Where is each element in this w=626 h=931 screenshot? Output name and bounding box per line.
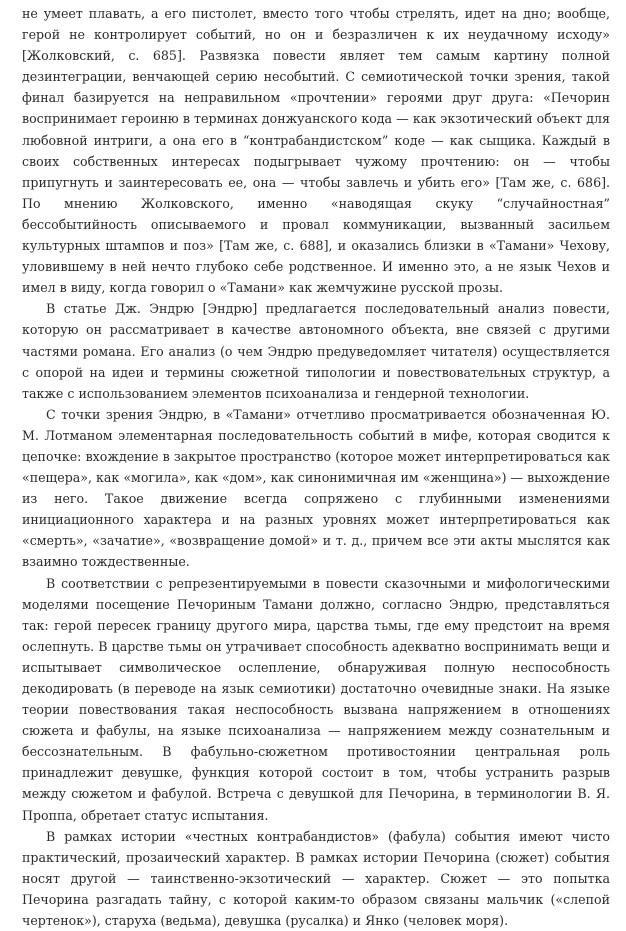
paragraph-lotman-sequence: С точки зрения Эндрю, в «Тамани» отчетливо просматривается обозначенная Ю. М. Лотманом элементарная последовательность событий в мифе, которая сводится к цепочке: вхождение в закрытое пространство (которое может интерпретироваться как «пещера», как «могила», как «дом», как синонимичная им «женщина») — выхождение из него. Такое движение всегда сопряжено с глубинными изменениями инициационного характера и на разных уровнях может интерпретироваться как «смерть», «зачатие», «возвращение домой» и т. д., причем все эти акты мыслятся как взаимно тождественные. xyxy=(22,406,610,570)
book-page xyxy=(22,3,610,931)
paragraph-mythological-models: В соответствии с репрезентируемыми в повести сказочными и мифологическими моделями посещение Печориным Тамани должно, согласно Эндрю, представляться так: герой пересек границу другого мира, царства тьмы, где ему предстоит на время ослепнуть. В царстве тьмы он утрачивает способность адекватно воспринимать вещи и испытывает символическое ослепление, обнаруживая полную неспособность декодировать (в переводе на язык семиотики) достаточно очевидные знаки. На языке теории повествования такая неспособность вызвана напряжением в отношениях сюжета и фабулы, на языке психоанализа — напряжением между сознательным и бессознательным. В фабульно-сюжетном противостоянии центральная роль принадлежит девушке, функция которой состоит в том, чтобы устранить разрыв между сюжетом и фабулой. Встреча с девушкой для Печорина, в терминологии В. Я. Проппа, обретает статус испытания. xyxy=(22,575,610,823)
paragraph-plot-fabula: В рамках истории «честных контрабандистов» (фабула) события имеют чисто практический, прозаический характер. В рамках истории Печорина (сюжет) события носят другой — таинственно-экзотический — характер. Сюжет — это попытка Печорина разгадать тайну, с которой каким-то образом связаны мальчик («слепой чертенок»), старуха (ведьма), девушка (русалка) и Янко (человек моря). xyxy=(22,828,610,929)
paragraph-continuation: не умеет плавать, а его пистолет, вместо того чтобы стрелять, идет на дно; вообще, герой не контролирует событий, но он и безразличен к их неудачному исходу» [Жолковский, с. 685]. Развязка повести являет тем самым картину полной дезинтеграции, венчающей серию несобытий. С семиотической точки зрения, такой финал базируется на неправильном «прочтении» героями друг друга: «Печорин воспринимает героиню в терминах донжуанского кода — как экзотический объект для любовной интриги, а она его в “контрабандистском” коде — как сыщика. Каждый в своих собственных интересах подыгрывает чужому прочтению: он — чтобы припугнуть и заинтересовать ее, она — чтобы завлечь и убить его» [Там же, с. 686]. По мнению Жолковского, именно «наводящая скуку “случайностная” бессобытийность описываемого и провал коммуникации, вызванный засильем культурных штампов и поз» [Там же, с. 688], и оказались близки в «Тамани» Чехову, уловившему в ней нечто глубоко себе родственное. И именно это, а не язык Чехов и имел в виду, когда говорил о «Тамани» как жемчужине русской прозы. xyxy=(22,6,610,296)
paragraph-andrew-article: В статье Дж. Эндрю [Эндрю] предлагается последовательный анализ повести, которую он рассматривает в качестве автономного объекта, вне связей с другими частями романа. Его анализ (о чем Эндрю предуведомляет читателя) осуществляется с опорой на идеи и термины сюжетной типологии и повествовательных структур, а также с использованием элементов психоанализа и гендерной технологии. xyxy=(22,301,610,401)
